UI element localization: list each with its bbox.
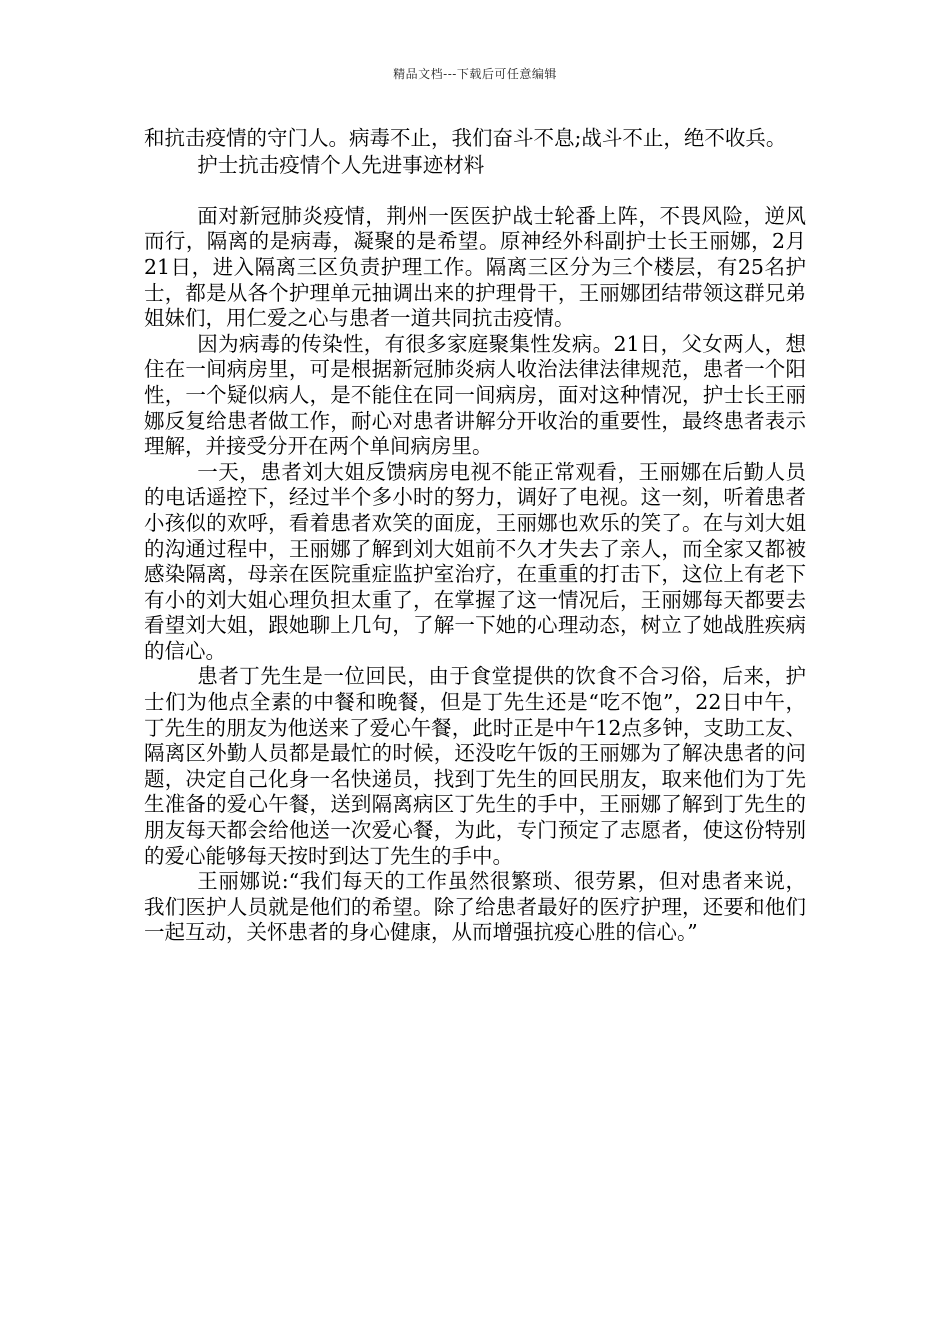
blank-line: [144, 178, 806, 204]
page-header: 精品文档---下载后可任意编辑: [393, 67, 557, 81]
document-title: 护士抗击疫情个人先进事迹材料: [197, 152, 485, 177]
lead-paragraph: 和抗击疫情的守门人。病毒不止，我们奋斗不息;战斗不止，绝不收兵。: [144, 126, 787, 150]
document-body: [144, 126, 806, 946]
paragraph: 因为病毒的传染性，有很多家庭聚集性发病。21日，父女两人，想住在一间病房里，可是根据新冠肺炎病人收治法律法律规范，患者一个阳性，一个疑似病人，是不能住在同一间病房，面对这种情况，护士长王丽娜反复给患者做工作，耐心对患者讲解分开收治的重要性，最终患者表示理解，并接受分开在两个单间病房里。: [144, 331, 806, 459]
paragraph: 王丽娜说:“我们每天的工作虽然很繁琐、很劳累，但对患者来说，我们医护人员就是他们的希望。除了给患者最好的医疗护理，还要和他们一起互动，关怀患者的身心健康，从而增强抗疫心胜的信心。”: [144, 869, 806, 945]
paragraph: 面对新冠肺炎疫情，荆州一医医护战士轮番上阵，不畏风险，逆风而行，隔离的是病毒，凝聚的是希望。原神经外科副护士长王丽娜，2月21日，进入隔离三区负责护理工作。隔离三区分为三个楼层，有25名护士，都是从各个护理单元抽调出来的护理骨干，王丽娜团结带领这群兄弟姐妹们，用仁爱之心与患者一道共同抗击疫情。: [144, 203, 806, 331]
paragraph: 一天，患者刘大姐反馈病房电视不能正常观看，王丽娜在后勤人员的电话遥控下，经过半个多小时的努力，调好了电视。这一刻，听着患者小孩似的欢呼，看着患者欢笑的面庞，王丽娜也欢乐的笑了。在与刘大姐的沟通过程中，王丽娜了解到刘大姐前不久才失去了亲人，而全家又都被感染隔离，母亲在医院重症监护室治疗，在重重的打击下，这位上有老下有小的刘大姐心理负担太重了，在掌握了这一情况后，王丽娜每天都要去看望刘大姐，跟她聊上几句，了解一下她的心理动态，树立了她战胜疾病的信心。: [144, 459, 806, 663]
paragraph: 患者丁先生是一位回民，由于食堂提供的饮食不合习俗，后来，护士们为他点全素的中餐和晚餐，但是丁先生还是“吃不饱”，22日中午，丁先生的朋友为他送来了爱心午餐，此时正是中午12点多钟，支助工友、隔离区外勤人员都是最忙的时候，还没吃午饭的王丽娜为了解决患者的问题，决定自己化身一名快递员，找到丁先生的回民朋友，取来他们为丁先生准备的爱心午餐，送到隔离病区丁先生的手中，王丽娜了解到丁先生的朋友每天都会给他送一次爱心餐，为此，专门预定了志愿者，使这份特别的爱心能够每天按时到达丁先生的手中。: [144, 664, 806, 868]
